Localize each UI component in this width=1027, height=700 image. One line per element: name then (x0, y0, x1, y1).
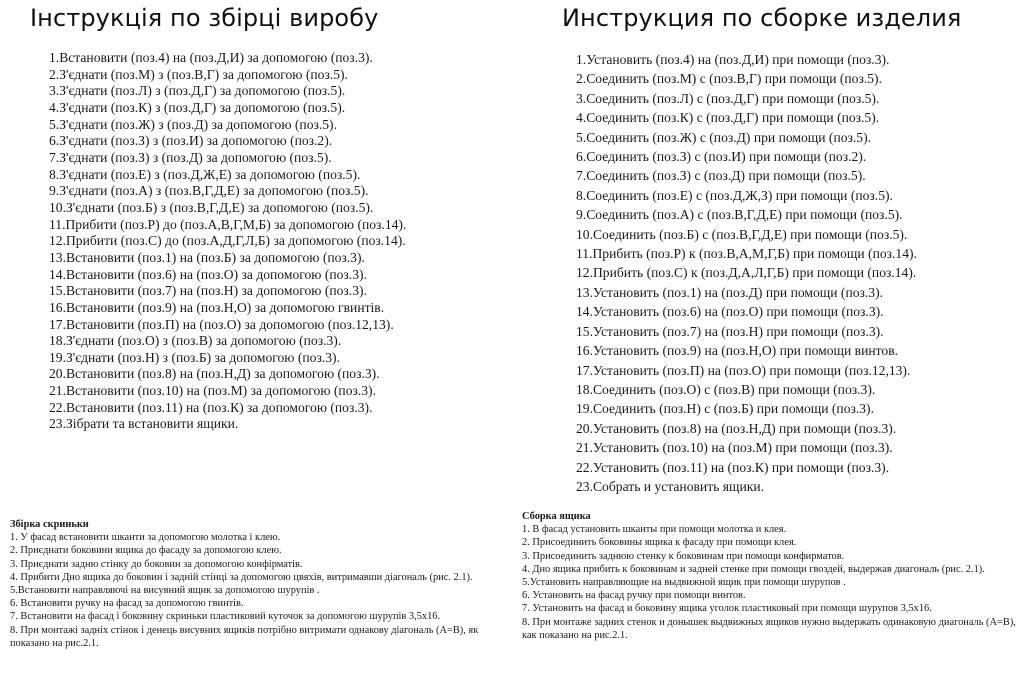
step-item: 6.Соединить (поз.З) с (поз.И) при помощи (поз.2). (576, 149, 867, 165)
step-item: 21.Установить (поз.10) на (поз.М) при помощи (поз.3). (576, 440, 893, 456)
step-item: 11.Прибить (поз.Р) к (поз.В,А,М,Г,Б) при помощи (поз.14). (576, 246, 917, 262)
step-item: 1.Установить (поз.4) на (поз.Д,И) при помощи (поз.3). (576, 52, 890, 67)
drawer-step-item: 1. У фасад встановити шканти за допомогою молотка і клею. (10, 532, 281, 544)
step-item: 11.Прибити (поз.Р) до (поз.А,В,Г,М,Б) за допомогою (поз.14). (49, 216, 407, 232)
step-item: 15.Встановити (поз.7) на (поз.Н) за допомогою (поз.3). (49, 283, 367, 299)
step-item: 19.Соединить (поз.Н) с (поз.Б) при помощи (поз.3). (576, 401, 874, 417)
drawer-step-item: 5.Установить направляющие на выдвижной ящик при помощи шурупов . (522, 577, 846, 589)
step-item: 23.Собрать и установить ящики. (576, 478, 765, 494)
drawer-assembly-ukrainian (10, 518, 480, 650)
step-item: 23.Зібрати та встановити ящики. (49, 416, 239, 432)
step-item: 21.Встановити (поз.10) на (поз.М) за допомогою (поз.3). (49, 383, 376, 399)
step-item: 14.Установить (поз.6) на (поз.О) при помощи (поз.3). (576, 304, 884, 320)
step-item: 3.Соединить (поз.Л) с (поз.Д,Г) при помощи (поз.5). (576, 90, 880, 106)
step-item: 15.Установить (поз.7) на (поз.Н) при помощи (поз.3). (576, 323, 884, 339)
drawer-step-item: 2. Присоединить боковины ящика к фасаду при помощи клея. (522, 537, 797, 549)
step-item: 9.З'єднати (поз.А) з (поз.В,Г,Д,Е) за допомогою (поз.5). (49, 183, 369, 199)
step-item: 16.Встановити (поз.9) на (поз.Н,О) за допомогою гвинтів. (49, 299, 385, 315)
step-item: 18.Соединить (поз.О) с (поз.В) при помощи (поз.3). (576, 381, 876, 397)
step-item: 10.Соединить (поз.Б) с (поз.В,Г,Д,Е) при помощи (поз.5). (576, 226, 908, 242)
step-item: 22.Установить (поз.11) на (поз.К) при помощи (поз.3). (576, 459, 890, 475)
drawer-step-item: 6. Встановити ручку на фасад за допомогою гвинтів. (10, 598, 244, 610)
drawer-assembly-russian (522, 510, 1017, 642)
step-item: 7.Соединить (поз.З) с (поз.Д) при помощи (поз.5). (576, 168, 866, 184)
step-item: 6.З'єднати (поз.З) з (поз.И) за допомогою (поз.2). (49, 133, 333, 149)
drawer-step-item: 4. Прибити Дно ящика до боковин і задній стінці за допомогою цвяхів, витримавши діагональ (рис. 2.1). (10, 571, 473, 583)
step-item: 13.Установить (поз.1) на (поз.Д) при помощи (поз.3). (576, 284, 884, 300)
step-item: 17.Установить (поз.П) на (поз.О) при помощи (поз.12,13). (576, 362, 911, 378)
drawer-heading-ukrainian: Збірка скриньки (10, 519, 89, 530)
assembly-steps-russian (576, 50, 917, 496)
step-item: 12.Прибити (поз.С) до (поз.А,Д,Г,Л,Б) за допомогою (поз.14). (49, 233, 406, 249)
drawer-step-item: 4. Дно ящика прибить к боковинам и задней стенке при помощи гвоздей, выдержав диагональ (рис. 2.1). (522, 563, 985, 575)
step-item: 1.Встановити (поз.4) на (поз.Д,И) за допомогою (поз.3). (49, 50, 373, 65)
drawer-step-item: 1. В фасад установить шканты при помощи молотка и клея. (522, 524, 787, 536)
step-item: 17.Встановити (поз.П) на (поз.О) за допомогою (поз.12,13). (49, 316, 394, 332)
step-item: 20.Установить (поз.8) на (поз.Н,Д) при помощи (поз.3). (576, 420, 897, 436)
step-item: 12.Прибить (поз.С) к (поз.Д,А,Л,Г,Б) при помощи (поз.14). (576, 265, 917, 281)
step-item: 20.Встановити (поз.8) на (поз.Н,Д) за допомогою (поз.3). (49, 366, 380, 382)
step-item: 22.Встановити (поз.11) на (поз.К) за допомогою (поз.3). (49, 399, 373, 415)
drawer-step-item: 8. При монтажі задніх стінок і денець висувних ящиків потрібно витримати однакову діагональ (А=В), як показано на рис.2.1. (10, 624, 479, 649)
assembly-steps-ukrainian (49, 50, 406, 433)
step-item: 2.З'єднати (поз.М) з (поз.В,Г) за допомогою (поз.5). (49, 66, 348, 82)
drawer-step-item: 7. Установить на фасад и боковину ящика уголок пластиковый при помощи шурупов 3,5х16. (522, 603, 932, 615)
step-item: 2.Соединить (поз.М) с (поз.В,Г) при помощи (поз.5). (576, 71, 882, 87)
drawer-step-item: 3. Присоединить заднюю стенку к боковинам при помощи конфирматов. (522, 550, 845, 562)
step-item: 19.З'єднати (поз.Н) з (поз.Б) за допомогою (поз.3). (49, 349, 340, 365)
drawer-list-ukrainian (10, 531, 480, 650)
drawer-step-item: 6. Установить на фасад ручку при помощи винтов. (522, 590, 746, 602)
step-item: 10.З'єднати (поз.Б) з (поз.В,Г,Д,Е) за допомогою (поз.5). (49, 199, 374, 215)
step-item: 3.З'єднати (поз.Л) з (поз.Д,Г) за допомогою (поз.5). (49, 83, 346, 99)
step-item: 4.З'єднати (поз.К) з (поз.Д,Г) за допомогою (поз.5). (49, 99, 346, 115)
step-item: 7.З'єднати (поз.З) з (поз.Д) за допомогою (поз.5). (49, 149, 332, 165)
step-item: 9.Соединить (поз.А) с (поз.В,Г,Д,Е) при помощи (поз.5). (576, 207, 903, 223)
drawer-step-item: 8. При монтаже задних стенок и донышек выдвижных ящиков нужно выдержать одинаковую диагональ (А=В), как показано на рис.2.1. (522, 616, 1016, 641)
step-item: 14.Встановити (поз.6) на (поз.О) за допомогою (поз.3). (49, 266, 367, 282)
drawer-step-item: 7. Встановити на фасад і боковину скриньки пластиковий куточок за допомогою шурупів 3,5х16. (10, 611, 441, 623)
step-item: 5.Соединить (поз.Ж) с (поз.Д) при помощи (поз.5). (576, 129, 872, 145)
step-item: 8.Соединить (поз.Е) с (поз.Д,Ж,З) при помощи (поз.5). (576, 187, 893, 203)
drawer-list-russian (522, 523, 1017, 642)
drawer-step-item: 3. Приєднати задню стінку до боковин за допомогою конфірматів. (10, 558, 303, 570)
step-item: 16.Установить (поз.9) на (поз.Н,О) при помощи винтов. (576, 343, 899, 359)
step-item: 4.Соединить (поз.К) с (поз.Д,Г) при помощи (поз.5). (576, 110, 880, 126)
drawer-step-item: 5.Встановити направляючі на висувний ящик за допомогою шурупів . (10, 585, 320, 597)
step-item: 5.З'єднати (поз.Ж) з (поз.Д) за допомогою (поз.5). (49, 116, 337, 132)
title-russian: Инструкция по сборке изделия (562, 4, 962, 32)
step-item: 13.Встановити (поз.1) на (поз.Б) за допомогою (поз.3). (49, 249, 365, 265)
step-item: 8.З'єднати (поз.Е) з (поз.Д,Ж,Е) за допомогою (поз.5). (49, 166, 361, 182)
step-item: 18.З'єднати (поз.О) з (поз.В) за допомогою (поз.3). (49, 333, 342, 349)
drawer-step-item: 2. Приєднати боковини ящика до фасаду за допомогою клею. (10, 545, 282, 557)
title-ukrainian: Інструкція по збірці виробу (30, 4, 379, 32)
drawer-heading-russian: Сборка ящика (522, 511, 591, 522)
